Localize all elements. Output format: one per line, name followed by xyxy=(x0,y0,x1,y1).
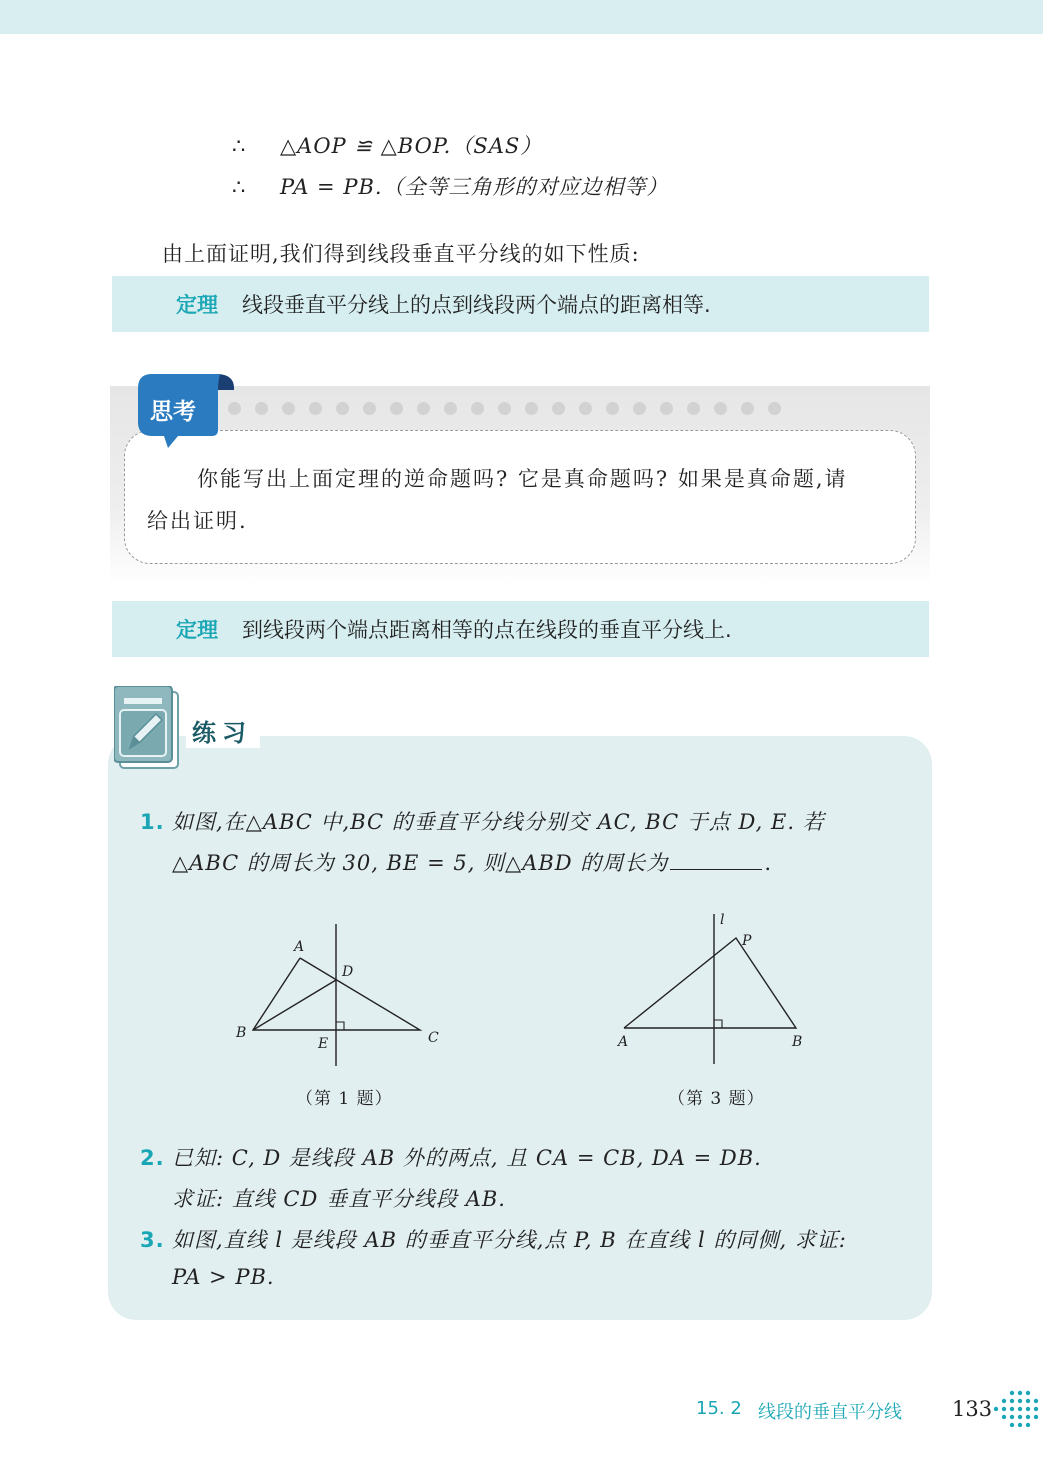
question-1: 1. 如图,在△ABC 中,BC 的垂直平分线分别交 AC, BC 于点 D, E. 若 xyxy=(140,810,825,834)
top-band xyxy=(0,0,1043,34)
think-line-2: 给出证明. xyxy=(147,509,248,533)
practice-icon xyxy=(114,686,186,772)
label-b: B xyxy=(236,1025,247,1041)
intro-text: 由上面证明,我们得到线段垂直平分线的如下性质: xyxy=(162,242,640,266)
proof-line-1: ∴ △AOP ≌ △BOP.（SAS） xyxy=(232,134,543,158)
dot-grid-icon xyxy=(990,1388,1040,1430)
figure-1 xyxy=(228,920,458,1070)
proof-line-2: ∴ PA = PB.（全等三角形的对应边相等） xyxy=(232,175,669,199)
label-a: A xyxy=(618,1034,629,1050)
figure-1-caption: （第 1 题） xyxy=(296,1089,393,1109)
question-2: 2. 已知: C, D 是线段 AB 外的两点, 且 CA = CB, DA = DB. xyxy=(140,1146,762,1170)
think-box xyxy=(124,430,916,564)
think-badge xyxy=(138,374,234,452)
page-number: 133 xyxy=(952,1397,993,1421)
question-1-line-1: 如图,在△ABC 中,BC 的垂直平分线分别交 AC, BC 于点 D, E. 若 xyxy=(172,810,825,834)
label-l: l xyxy=(720,912,725,928)
answer-blank[interactable] xyxy=(670,851,762,870)
label-p: P xyxy=(742,933,752,949)
figure-3 xyxy=(606,906,816,1070)
theorem-text: 线段垂直平分线上的点到线段两个端点的距离相等. xyxy=(242,293,711,317)
footer-section-title: 线段的垂直平分线 xyxy=(758,1402,902,1423)
figure-3-caption: （第 3 题） xyxy=(668,1089,765,1109)
label-d: D xyxy=(342,964,354,980)
proof-line-1-text: △AOP ≌ △BOP.（SAS） xyxy=(280,134,543,158)
badge-shape-icon xyxy=(138,374,234,452)
question-3-line-2: PA > PB. xyxy=(172,1265,275,1289)
label-c: C xyxy=(428,1030,439,1046)
think-line-1: 你能写出上面定理的逆命题吗? 它是真命题吗? 如果是真命题,请 xyxy=(197,467,848,491)
notebook-pencil-icon xyxy=(114,686,186,772)
proof-line-2-text: PA = PB.（全等三角形的对应边相等） xyxy=(280,175,669,199)
think-badge-label: 思考 xyxy=(150,399,196,425)
right-angle-mark xyxy=(336,1022,344,1030)
label-b: B xyxy=(792,1034,803,1050)
triangle-pab xyxy=(624,938,796,1028)
label-e: E xyxy=(318,1036,329,1052)
theorem-tag: 定理 xyxy=(176,618,218,642)
practice-title: 练习 xyxy=(186,712,260,748)
theorem-tag: 定理 xyxy=(176,293,218,317)
footer-section-number: 15. 2 xyxy=(696,1398,742,1419)
label-a: A xyxy=(294,939,305,955)
theorem-box-2 xyxy=(112,601,929,657)
question-2-line-1: 已知: C, D 是线段 AB 外的两点, 且 CA = CB, DA = DB. xyxy=(172,1146,762,1170)
question-3: 3. 如图,直线 l 是线段 AB 的垂直平分线,点 P, B 在直线 l 的同侧, 求证: xyxy=(140,1228,847,1252)
question-1-line-2: △ABC 的周长为 30, BE = 5, 则△ABD 的周长为 . xyxy=(172,851,772,875)
theorem-box-1 xyxy=(112,276,929,332)
right-angle-mark xyxy=(714,1020,722,1028)
decorative-dots xyxy=(228,402,781,415)
theorem-text: 到线段两个端点距离相等的点在线段的垂直平分线上. xyxy=(242,618,732,642)
segment-bd xyxy=(253,980,336,1030)
question-2-line-2: 求证: 直线 CD 垂直平分线段 AB. xyxy=(172,1187,506,1211)
question-3-line-1: 如图,直线 l 是线段 AB 的垂直平分线,点 P, B 在直线 l 的同侧, 求证: xyxy=(172,1228,847,1252)
